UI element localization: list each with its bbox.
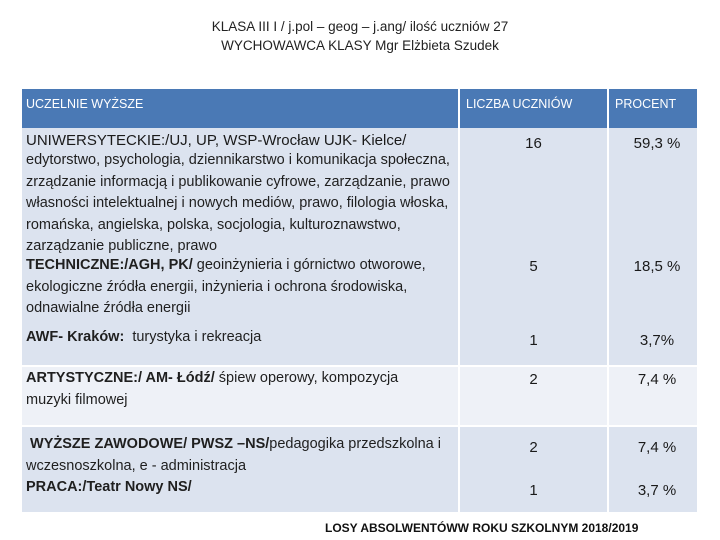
table-row-label: ARTYSTYCZNE:/ AM- Łódź/	[26, 370, 215, 386]
student-count: 16	[525, 135, 542, 152]
student-count: 2	[529, 439, 538, 456]
percent-value: 3,7 %	[637, 482, 677, 499]
col-header-universities: UCZELNIE WYŻSZE	[22, 89, 458, 128]
student-count: 2	[529, 371, 538, 388]
student-count: 1	[529, 332, 538, 349]
col-header-student-count: LICZBA UCZNIÓW	[460, 89, 607, 128]
table-row	[26, 255, 458, 320]
percent-value: 7,4 %	[637, 371, 677, 388]
table-row-detail: pedagogika przedszkolna i wczesnoszkolna, e - administracja	[26, 436, 441, 474]
table-row-detail: turystyka i rekreacja	[124, 329, 262, 345]
student-count: 5	[529, 258, 538, 275]
table-row	[26, 477, 446, 499]
class-teacher: WYCHOWAWCA KLASY Mgr Elżbieta Szudek	[221, 38, 499, 53]
row-divider	[22, 365, 697, 367]
table-row-label: PRACA:/Teatr Nowy NS/	[26, 479, 192, 495]
table-row-label: UNIWERSYTECKIE:/UJ, UP, WSP-Wrocław UJK- Kielce/	[26, 132, 407, 149]
row-divider	[22, 425, 697, 427]
class-title: KLASA III I / j.pol – geog – j.ang/ ilość uczniów 27	[211, 19, 509, 34]
table-row-detail: edytorstwo, psychologia, dziennikarstwo i komunikacja społeczna, zrządzanie informacją i publikowanie cyfrowe, zarządzanie, prawo własności intelektualnej i nowych mediów, prawo, filologia włoska, romańska, angielska, polska, socjologia, kulturoznawstwo, zarządzanie publiczne, prawo	[26, 152, 450, 254]
table-row-label: AWF- Kraków:	[26, 329, 125, 345]
student-count: 1	[529, 482, 538, 499]
table-row	[26, 434, 446, 477]
percent-value: 59,3 %	[633, 135, 681, 152]
col-header-percent: PROCENT	[609, 89, 697, 128]
percent-value: 7,4 %	[637, 439, 677, 456]
table-row	[26, 327, 458, 349]
table-row	[26, 368, 446, 411]
table-row-label: TECHNICZNE:/AGH, PK/	[26, 257, 193, 273]
percent-value: 18,5 %	[633, 258, 681, 275]
table-row-label: WYŻSZE ZAWODOWE/ PWSZ –NS/	[26, 436, 270, 452]
table-row-detail: geoinżynieria i górnictwo otworowe, ekologiczne źródła energii, inżynieria i ochrona środowiska, odnawialne źródła energii	[26, 257, 426, 316]
footer-caption: LOSY ABSOLWENTÓWW ROKU SZKOLNYM 2018/2019	[325, 521, 639, 535]
table-row-detail: śpiew operowy, kompozycja muzyki filmowej	[26, 370, 399, 408]
column-divider	[607, 128, 609, 512]
percent-value: 3,7%	[639, 332, 675, 349]
